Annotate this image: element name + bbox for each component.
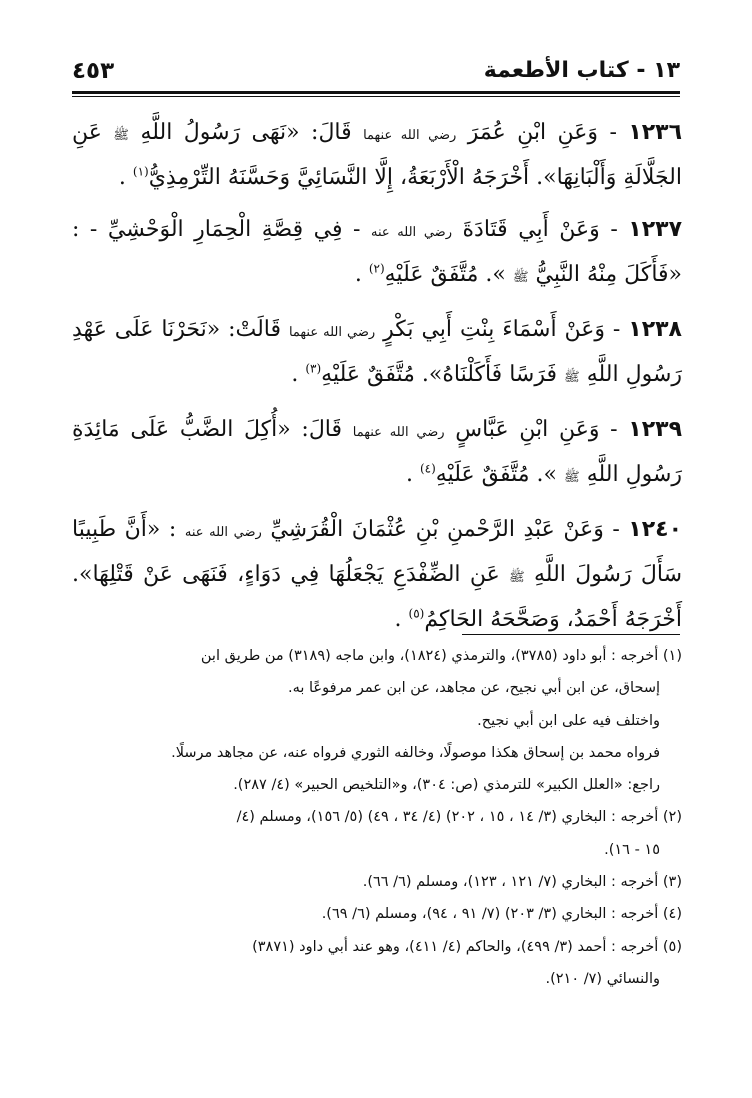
hadith-number: ١٢٣٧ <box>628 217 682 242</box>
hadith-end-punct: . <box>118 165 126 190</box>
hadith-end-punct: . <box>291 362 299 387</box>
hadith-number: ١٢٣٦ <box>628 120 683 145</box>
hadith-1239: ١٢٣٩ - وَعَنِ ابْنِ عَبَّاسٍ رضي الله عنهما قَالَ: «أُكِلَ الضَّبُّ عَلَى مَائِدَةِ رَسُولِ اللَّهِ ﷺ ». مُتَّفَقٌ عَلَيْهِ$^{(٤)}$ . <box>72 417 682 487</box>
hadith-text-end: عَنِ الضِّفْدَعِ يَجْعَلُهَا فِي دَوَاءٍ، فَنَهَى عَنْ قَتْلِهَا». أَخْرَجَهُ أَحْمَدُ، وَصَحَّحَهُ الحَاكِمُ <box>72 562 682 632</box>
footnote-line: (٤) أخرجه : البخاري (٣/ ٢٠٣) (٧/ ٩١ ، ٩٤)، ومسلم (٦/ ٦٩). <box>321 906 682 923</box>
hadith-1240: ١٢٤٠ - وَعَنْ عَبْدِ الرَّحْمنِ بْنِ عُثْمَانَ الْقُرَشِيِّ رضي الله عنه : «أَنَّ طَبِيبًا سَأَلَ رَسُولَ اللَّهِ ﷺ عَنِ الضِّفْدَعِ يَجْعَلُهَا فِي دَوَاءٍ، فَنَهَى عَنْ قَتْلِهَا». أَخْرَجَهُ أَحْمَدُ، وَصَحَّحَهُ الحَاكِمُ$^{(٥)}$ . <box>72 517 683 632</box>
salawat-mark: ﷺ <box>512 270 529 285</box>
hadith-end-punct: . <box>354 262 362 287</box>
footnote-1 <box>72 640 682 801</box>
hadith-text-middle: قَالَ: «أُكِلَ الضَّبُّ عَلَى مَائِدَةِ رَسُولِ اللَّهِ <box>72 417 682 487</box>
hadith-1237: ١٢٣٧ - وَعَنْ أَبِي قَتَادَةَ رضي الله عنه - فِي قِصَّةِ الْحِمَارِ الْوَحْشِيِّ - : «فَأَكَلَ مِنْهُ النَّبِيُّ ﷺ ». مُتَّفَقٌ عَلَيْهِ$^{(٢)}$ . <box>72 217 682 287</box>
footnote-line: (٣) أخرجه : البخاري (٧/ ١٢١ ، ١٢٣)، ومسلم (٦/ ٦٦). <box>362 874 682 891</box>
footnote-reference: (٥) <box>408 606 425 621</box>
footnote-2 <box>72 801 682 866</box>
footnotes <box>72 640 682 995</box>
salawat-mark: ﷺ <box>563 370 580 385</box>
footnote-line: والنسائي (٧/ ٢١٠). <box>545 970 660 987</box>
page-number: ٤٥٣ <box>72 58 115 84</box>
honorific-mark: رضي الله عنه <box>184 525 262 540</box>
footnote-4 <box>72 898 682 930</box>
header-rule-thin <box>72 96 680 97</box>
honorific-mark: رضي الله عنهما <box>363 128 457 143</box>
hadith-text-end: فَرَسًا فَأَكَلْنَاهُ». مُتَّفَقٌ عَلَيْهِ <box>321 362 557 387</box>
hadith-text-start: وَعَنِ ابْنِ عَبَّاسٍ <box>455 417 600 442</box>
salawat-mark: ﷺ <box>509 570 525 585</box>
footnote-reference: (٣) <box>305 361 322 376</box>
hadith-number: ١٢٣٩ <box>628 417 682 442</box>
hadith-text-middle: قَالَتْ: «نَحَرْنَا عَلَى عَهْدِ رَسُولِ اللَّهِ <box>72 317 682 387</box>
footnote-line: واختلف فيه على ابن أبي نجيح. <box>477 712 660 729</box>
hadith-text-middle: : «أَنَّ طَبِيبًا سَأَلَ رَسُولَ اللَّهِ <box>72 517 683 587</box>
salawat-mark: ﷺ <box>113 128 130 143</box>
header-rule-thick <box>72 91 680 94</box>
footnote-line: ١٥ - ١٦). <box>604 841 660 858</box>
hadith-text-start: وَعَنْ أَبِي قَتَادَةَ <box>462 217 600 242</box>
hadith-1236: ١٢٣٦ - وَعَنِ ابْنِ عُمَرَ رضي الله عنهما قَالَ: «نَهَى رَسُولُ اللَّهِ ﷺ عَنِ الجَلَّالَةِ وَأَلْبَانِهَا». أَخْرَجَهُ الْأَرْبَعَةُ، إِلَّا النَّسَائِيَّ وَحَسَّنَهُ التِّرْمِذِيُّ$^{(١)}$ . <box>72 120 683 190</box>
honorific-mark: رضي الله عنه <box>371 225 452 240</box>
footnote-line: فرواه محمد بن إسحاق هكذا موصولًا، وخالفه الثوري فرواه عنه، عن مجاهد مرسلًا. <box>171 744 660 761</box>
hadith-end-punct: . <box>394 607 402 632</box>
salawat-mark: ﷺ <box>563 470 580 485</box>
hadith-1238: ١٢٣٨ - وَعَنْ أَسْمَاءَ بِنْتِ أَبِي بَكْرٍ رضي الله عنهما قَالَتْ: «نَحَرْنَا عَلَى عَهْدِ رَسُولِ اللَّهِ ﷺ فَرَسًا فَأَكَلْنَاهُ». مُتَّفَقٌ عَلَيْهِ$^{(٣)}$ . <box>72 317 682 387</box>
footnote-line: (٥) أخرجه : أحمد (٣/ ٤٩٩)، والحاكم (٤/ ٤١١)، وهو عند أبي داود (٣٨٧١) <box>252 938 682 955</box>
hadith-text-middle: - فِي قِصَّةِ الْحِمَارِ الْوَحْشِيِّ - : «فَأَكَلَ مِنْهُ النَّبِيُّ <box>72 217 682 287</box>
hadith-text-start: وَعَنِ ابْنِ عُمَرَ <box>467 120 599 145</box>
honorific-mark: رضي الله عنهما <box>288 325 376 340</box>
footnote-reference: (٢) <box>368 261 385 276</box>
footnote-reference: (٤) <box>419 461 436 476</box>
hadith-text-end: ». مُتَّفَقٌ عَلَيْهِ <box>384 262 506 287</box>
hadith-text-end: عَنِ الجَلَّالَةِ وَأَلْبَانِهَا». أَخْرَجَهُ الْأَرْبَعَةُ، إِلَّا النَّسَائِيَّ وَحَسَّنَهُ التِّرْمِذِيُّ <box>72 120 682 190</box>
honorific-mark: رضي الله عنهما <box>352 425 445 440</box>
footnote-reference: (١) <box>132 164 149 179</box>
hadith-end-punct: . <box>405 462 413 487</box>
footnote-line: (٢) أخرجه : البخاري (٣/ ١٤ ، ١٥ ، ٢٠٢) (٤/ ٣٤ ، ٤٩) (٥/ ١٥٦)، ومسلم (٤/ <box>236 809 682 826</box>
footnote-separator <box>462 634 680 635</box>
footnote-line: (١) أخرجه : أبو داود (٣٧٨٥)، والترمذي (١٨٢٤)، وابن ماجه (٣١٨٩) من طريق ابن <box>200 648 682 664</box>
footnote-line: إسحاق، عن ابن أبي نجيح، عن مجاهد، عن ابن عمر مرفوعًا به. <box>287 680 660 697</box>
hadith-number: ١٢٤٠ <box>628 517 683 542</box>
hadith-text-start: وَعَنْ عَبْدِ الرَّحْمنِ بْنِ عُثْمَانَ الْقُرَشِيِّ <box>270 517 604 542</box>
hadith-text-end: ». مُتَّفَقٌ عَلَيْهِ <box>435 462 557 487</box>
page-header <box>72 56 680 92</box>
footnote-line: راجع: «العلل الكبير» للترمذي (ص: ٣٠٤)، و«التلخيص الحبير» (٤/ ٢٨٧). <box>233 777 660 794</box>
hadith-list <box>72 112 682 651</box>
footnote-5 <box>72 931 682 996</box>
footnote-3 <box>72 866 682 898</box>
chapter-title: ١٣ - كتاب الأطعمة <box>483 58 680 83</box>
hadith-number: ١٢٣٨ <box>628 317 682 342</box>
hadith-text-start: وَعَنْ أَسْمَاءَ بِنْتِ أَبِي بَكْرٍ <box>383 317 605 342</box>
hadith-text-middle: قَالَ: «نَهَى رَسُولُ اللَّهِ <box>140 120 352 145</box>
